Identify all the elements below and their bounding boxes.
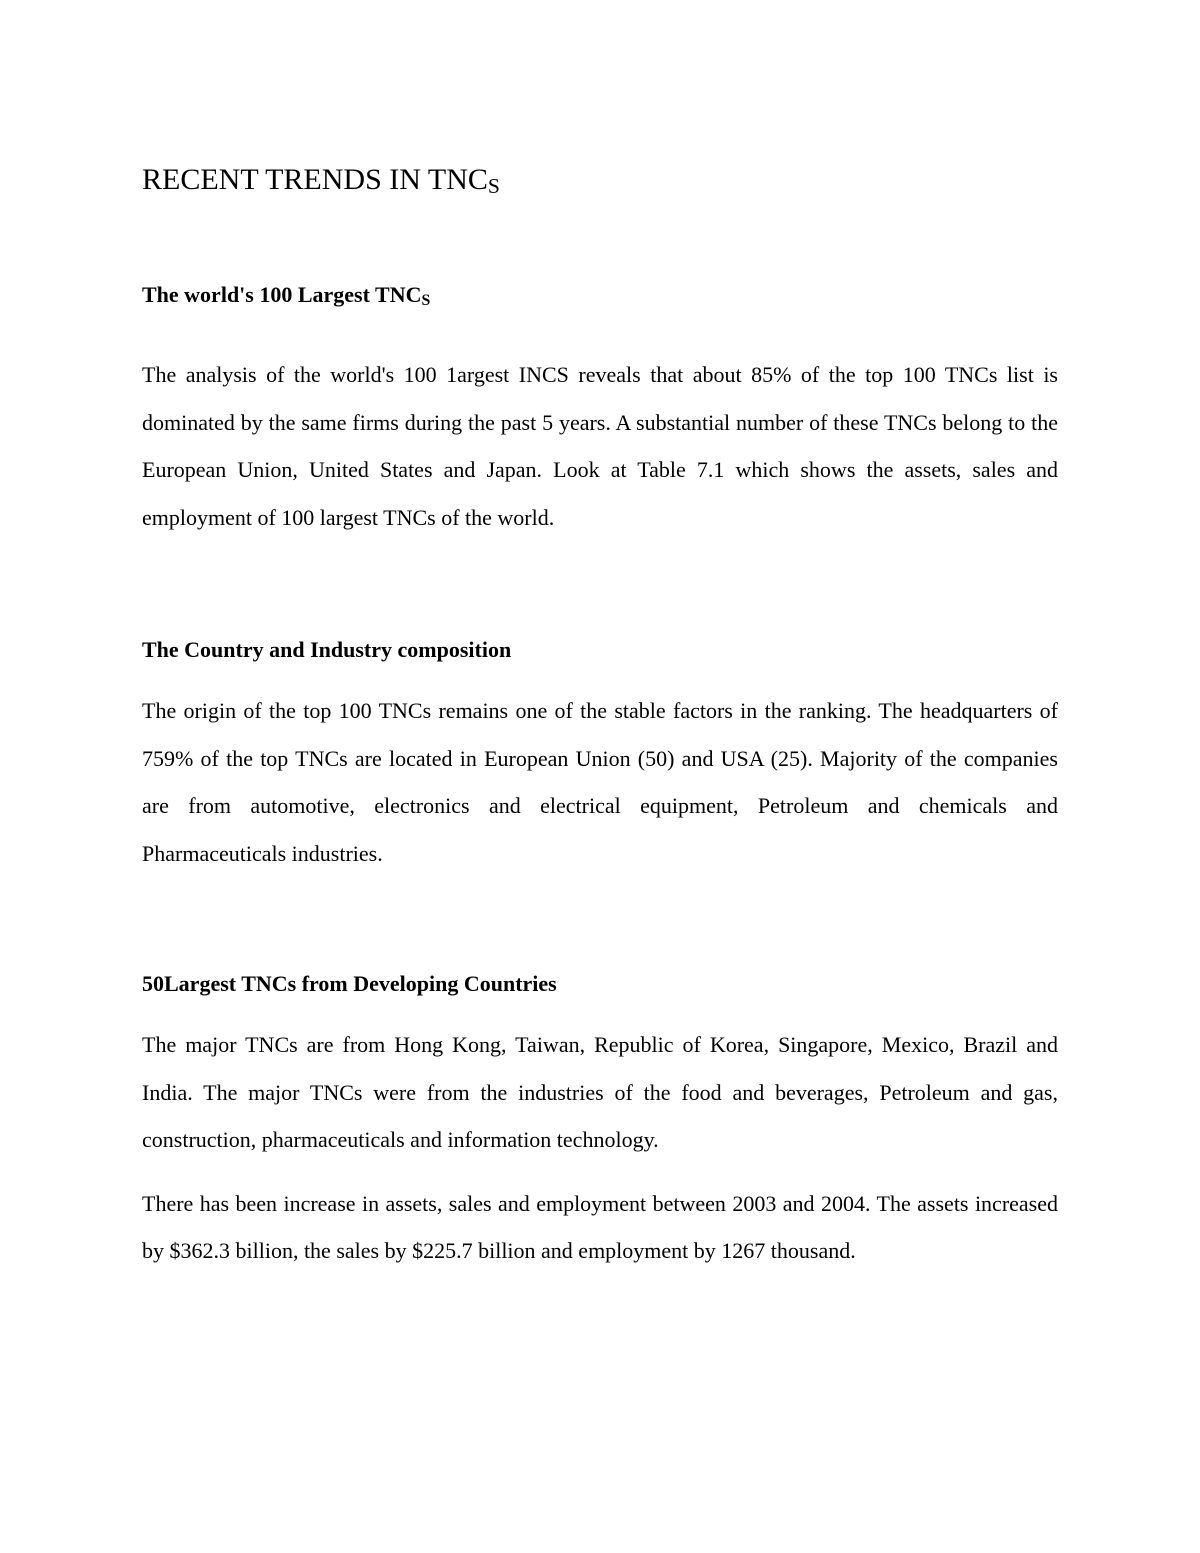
section-heading-developing-countries: 50Largest TNCs from Developing Countries <box>142 971 557 996</box>
document-title <box>142 150 1058 212</box>
document-body <box>142 150 1058 1275</box>
section-heading-subscript: S <box>421 291 431 309</box>
document-title-subscript: S <box>487 173 500 198</box>
document-title-text: RECENT TRENDS IN TNC <box>142 163 488 196</box>
paragraph-developing-countries: The major TNCs are from Hong Kong, Taiwan, Republic of Korea, Singapore, Mexico, Brazil and India. The major TNCs were from the industries of the food and beverages, Petroleum and gas, construction, pharmaceuticals and information technology. <box>142 1032 1058 1152</box>
section-heading-largest-tncs <box>142 280 1058 313</box>
section-heading-text: The world's 100 Largest TNC <box>142 282 422 307</box>
paragraph-largest-tncs: The analysis of the world's 100 1argest INCS reveals that about 85% of the top 100 TNCs list is dominated by the same firms during the past 5 years. A substantial number of these TNCs belong to the European Union, United States and Japan. Look at Table 7.1 which shows the assets, sales and employment of 100 largest TNCs of the world. <box>142 362 1058 530</box>
paragraph-country-industry: The origin of the top 100 TNCs remains one of the stable factors in the ranking. The headquarters of 759% of the top TNCs are located in European Union (50) and USA (25). Majority of the companies are from automotive, electronics and electrical equipment, Petroleum and chemicals and Pharmaceuticals industries. <box>142 698 1058 866</box>
paragraph-growth-figures: There has been increase in assets, sales and employment between 2003 and 2004. The assets increased by $362.3 billion, the sales by $225.7 billion and employment by 1267 thousand. <box>142 1190 1058 1263</box>
section-heading-country-industry: The Country and Industry composition <box>142 637 512 662</box>
